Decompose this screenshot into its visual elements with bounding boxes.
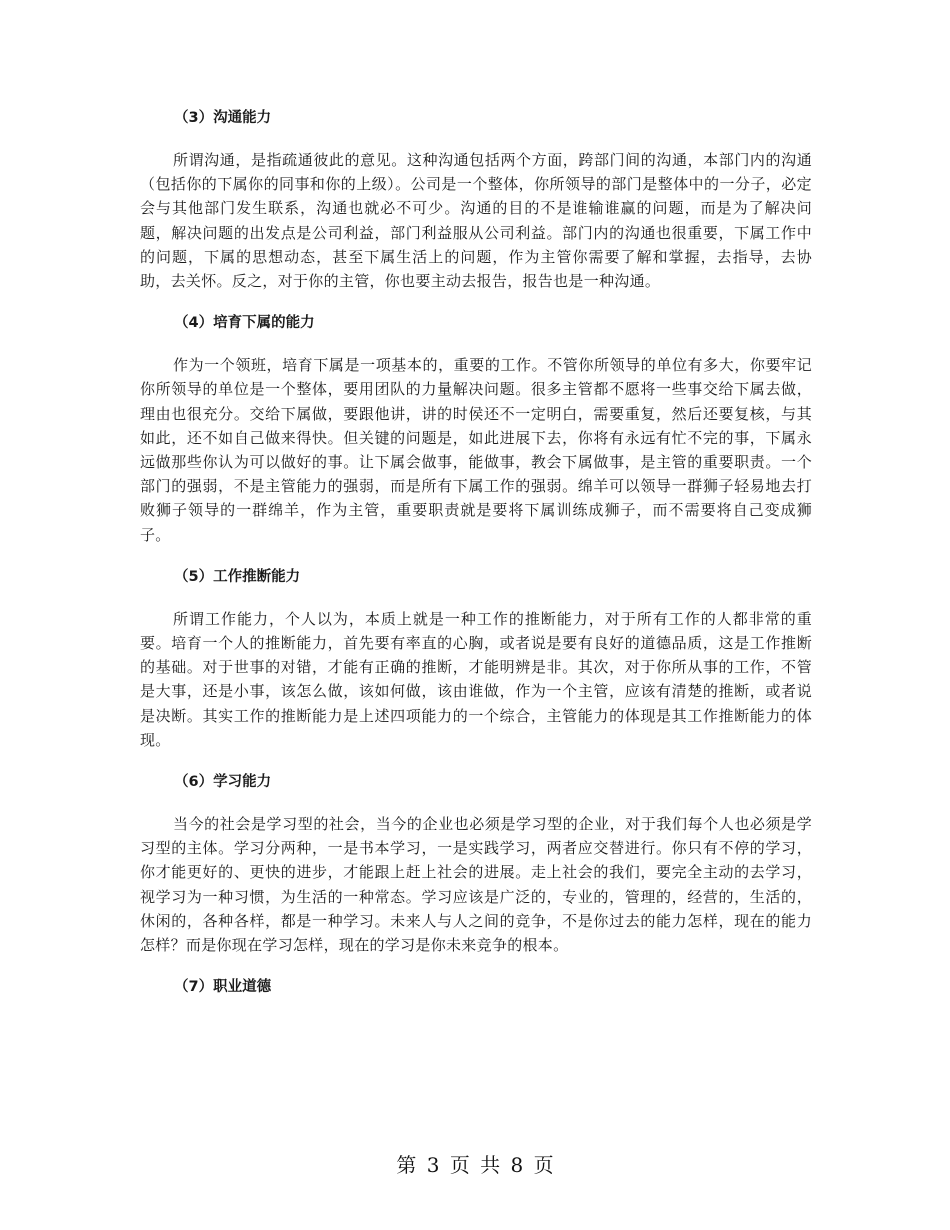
section-heading-communication: （3）沟通能力 (174, 110, 272, 126)
section-paragraph-learning: 当今的社会是学习型的社会，当今的企业也必须是学习型的企业，对于我们每个人也必须是学习型的主体。学习分两种，一是书本学习，一是实践学习，两者应交替进行。你只有不停的学习，你才能更好的、更快的进步，才能跟上赶上社会的进展。走上社会的我们，要完全主动的去学习，视学习为一种习惯，为生活的一种常态。学习应该是广泛的，专业的，管理的，经营的，生活的，休闲的，各种各样，都是一种学习。未来人与人之间的竞争，不是你过去的能力怎样，现在的能力怎样？而是你现在学习怎样，现在的学习是你未来竞争的根本。 (140, 815, 812, 955)
section-heading-work-judgment: （5）工作推断能力 (174, 568, 301, 585)
section-paragraph-work-judgment: 所谓工作能力，个人以为，本质上就是一种工作的推断能力，对于所有工作的人都非常的重要。培育一个人的推断能力，首先要有率直的心胸，或者说是要有良好的道德品质，这是工作推断的基础。对于世事的对错，才能有正确的推断，才能明辨是非。其次，对于你所从事的工作，不管是大事，还是小事，该怎么做，该如何做，该由谁做，作为一个主管，应该有清楚的推断，或者说是决断。其实工作的推断能力是上述四项能力的一个综合，主管能力的体现是其工作推断能力的体现。 (140, 609, 812, 749)
section-heading-learning: （6）学习能力 (174, 774, 272, 791)
section-heading-professional-ethics: （7）职业道德 (174, 979, 272, 996)
section-heading-training-subordinates: （4）培育下属的能力 (174, 315, 315, 332)
section-paragraph-communication: 所谓沟通，是指疏通彼此的意见。这种沟通包括两个方面，跨部门间的沟通，本部门内的沟通（包括你的下属你的同事和你的上级）。公司是一个整体，你所领导的部门是整体中的一分子，必定会与其他部门发生联系，沟通也就必不可少。沟通的目的不是谁输谁赢的问题，而是为了解决问题，解决问题的出发点是公司利益，部门利益服从公司利益。部门内的沟通也很重要，下属工作中的问题，下属的思想动态，甚至下属生活上的问题，作为主管你需要了解和掌握，去指导，去协助，去关怀。反之，对于你的主管，你也要主动去报告，报告也是一种沟通。 (140, 151, 812, 291)
document-body (140, 106, 812, 999)
page-number-footer: 第 3 页 共 8 页 (396, 1153, 554, 1177)
section-paragraph-training-subordinates: 作为一个领班，培育下属是一项基本的，重要的工作。不管你所领导的单位有多大，你要牢记你所领导的单位是一个整体，要用团队的力量解决问题。很多主管都不愿将一些事交给下属去做，理由也很充分。交给下属做，要跟他讲，讲的时侯还不一定明白，需要重复，然后还要复核，与其如此，还不如自己做来得快。但关键的问题是，如此进展下去，你将有永远有忙不完的事，下属永远做那些你认为可以做好的事。让下属会做事，能做事，教会下属做事，是主管的重要职责。一个部门的强弱，不是主管能力的强弱，而是所有下属工作的强弱。绵羊可以领导一群狮子轻易地去打败狮子领导的一群绵羊，作为主管，重要职责就是要将下属训练成狮子，而不需要将自己变成狮子。 (140, 356, 812, 544)
